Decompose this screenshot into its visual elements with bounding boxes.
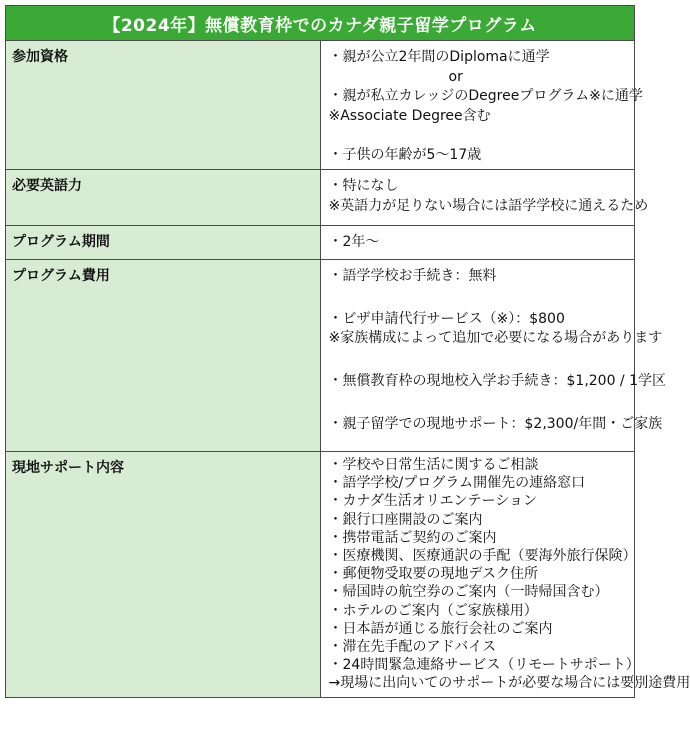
content-line-blank [329,126,627,146]
table-title: 【2024年】無償教育枠でのカナダ親子留学プログラム [6,6,635,41]
content-line: ・銀行口座開設のご案内 [328,511,483,528]
content-line: ・無償教育枠の現地校入学お手続き：$1,200 / 1学区 [328,373,667,389]
content-line: ・郵便物受取要の現地デスク住所 [328,566,538,583]
content-line-blank [329,286,627,310]
content-line: ・帰国時の航空券のご案内（一時帰国含む） [328,584,609,601]
content-line: ・親が私立カレッジのDegreeプログラム※に通学 [328,88,643,104]
content-line: ・語学学校/プログラム開催先の連絡窓口 [328,475,586,492]
content-line: ・学校や日常生活に関するご相談 [328,457,539,473]
content-line: ・ホテルのご案内（ご家族様用） [328,602,538,619]
table-row-support [6,452,635,698]
content-line-blank [329,391,627,415]
table-row-fees [6,260,635,452]
content-line: ・24時間緊急連絡サービス（リモートサポート） [328,657,640,674]
content-line: ※Associate Degree含む [328,107,491,124]
content-line: ・日本語が通じる旅行会社のご案内 [328,620,553,637]
title-row [6,6,635,41]
content-line-blank [329,348,627,372]
content-line: ・語学学校お手続き：無料 [328,268,497,284]
program-table-wrapper [5,5,690,698]
content-line: ・医療機関、医療通訳の手配（要海外旅行保険） [328,548,637,565]
content-line: ・滞在先手配のアドバイス [328,639,497,656]
row-content-period [320,226,635,260]
content-line: ・子供の年齢が5〜17歳 [328,146,482,163]
content-line: ・携帯電話ご契約のご案内 [328,529,497,546]
row-label-fees: プログラム費用 [6,260,321,452]
table-row-period [6,226,635,260]
content-line: ・2年〜 [328,234,380,250]
content-line: ・カナダ生活オリエンテーション [328,493,537,510]
row-content-support [320,452,690,698]
row-content-english [320,170,649,226]
content-line: →現場に出向いてのサポートが必要な場合には要別途費用 [328,675,690,692]
row-content-eligibility [320,41,643,170]
content-line: or [448,68,463,85]
row-label-support: 現地サポート内容 [6,452,321,698]
program-table [5,5,690,698]
content-line: ・親が公立2年間のDiplomaに通学 [328,49,550,65]
row-content-fees [320,260,667,452]
content-line: ・親子留学での現地サポート：$2,300/年間・ご家族 [328,416,663,432]
row-label-eligibility: 参加資格 [6,41,321,170]
content-line: ・ビザ申請代行サービス（※）：$800 [328,311,565,327]
content-line: ※家族構成によって追加で必要になる場合があります [328,330,663,346]
content-line: ・特になし [328,178,399,194]
row-label-period: プログラム期間 [6,226,321,260]
table-row-eligibility [6,41,635,170]
row-label-english: 必要英語力 [6,170,321,226]
table-row-english [6,170,635,226]
content-line: ※英語力が足りない場合には語学学校に通えるため [328,197,649,214]
